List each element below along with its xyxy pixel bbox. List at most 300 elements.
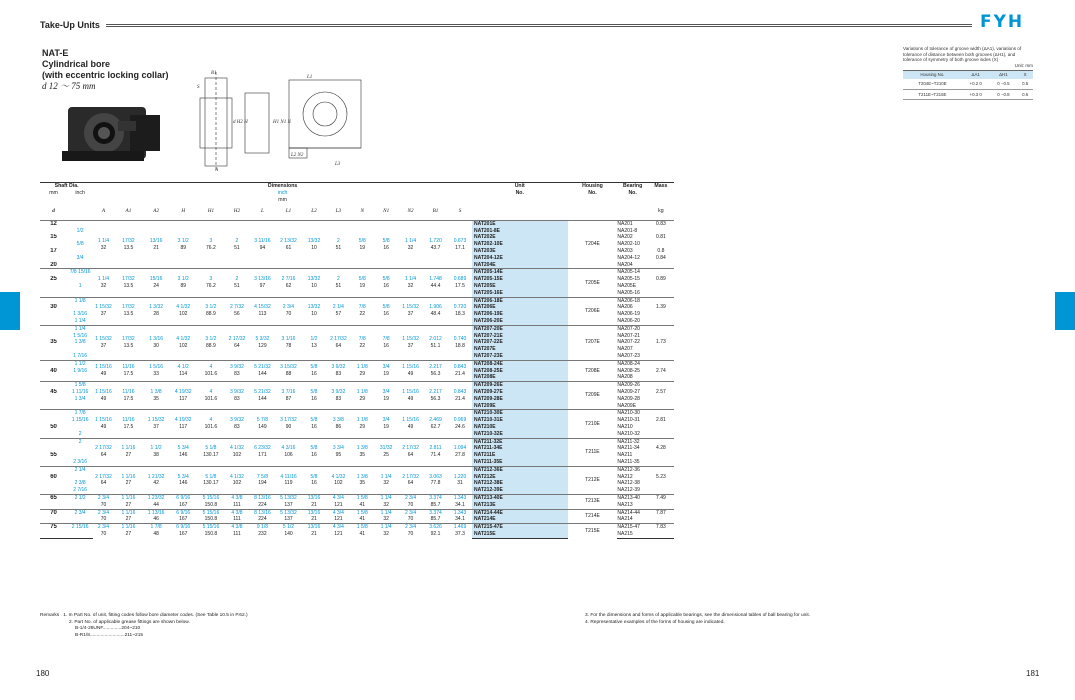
dim-mm: 101.6 bbox=[204, 424, 218, 430]
shaft-inch: 2 1/4 bbox=[67, 466, 93, 473]
dim-mm: 144 bbox=[258, 395, 267, 402]
mass-kg bbox=[648, 228, 674, 235]
dim-cell bbox=[448, 410, 472, 438]
dim-inch: 5/8 bbox=[358, 276, 366, 283]
dim-mm: 119 bbox=[284, 480, 293, 487]
dim-cell bbox=[423, 360, 448, 381]
unit-no: NAT202E bbox=[472, 234, 568, 241]
dim-inch: 11/16 bbox=[122, 364, 135, 371]
shaft-mm bbox=[40, 255, 67, 262]
dim-inch: 5/8 bbox=[358, 237, 366, 244]
dim-inch: 3/4 bbox=[382, 389, 390, 396]
sym-a2: A2 bbox=[153, 208, 159, 215]
dim-inch: 1 1/4 bbox=[380, 473, 392, 480]
dim-mm: 32 bbox=[100, 283, 107, 290]
shaft-inch bbox=[67, 445, 93, 452]
dim-inch: 3 1/2 bbox=[205, 304, 217, 311]
dim-inch: 1 3/8 bbox=[356, 473, 368, 480]
dim-inch: 1.748 bbox=[429, 276, 442, 283]
dim-cell bbox=[143, 220, 169, 269]
dim-inch: 1 23/32 bbox=[147, 494, 165, 501]
dim-inch: 6 9/16 bbox=[176, 509, 191, 516]
dim-cell bbox=[398, 382, 423, 410]
dim-cell bbox=[143, 494, 169, 509]
mass-kg: 1.73 bbox=[656, 339, 666, 346]
dim-cell bbox=[398, 325, 423, 360]
tol-cell: 0 −0.5 bbox=[990, 79, 1018, 89]
shaft-mm bbox=[40, 318, 67, 325]
dim-cell bbox=[275, 524, 301, 539]
bearing-no: NA210-30 bbox=[617, 410, 647, 417]
mass-kg bbox=[648, 396, 674, 403]
remark-4: 4. Representative examples of the forms of housing are indicated. bbox=[585, 619, 725, 625]
bearing-no: NA212 bbox=[617, 473, 633, 480]
dim-cell bbox=[249, 382, 275, 410]
mass-kg bbox=[648, 487, 674, 494]
shaft-inch: 1 1/4 bbox=[67, 325, 93, 332]
dim-mm: 114 bbox=[179, 371, 188, 378]
dim-mm: 32 bbox=[407, 244, 414, 251]
housing-no: T213E bbox=[568, 494, 618, 509]
dim-inch: 1.906 bbox=[429, 304, 442, 311]
dim-cell bbox=[448, 509, 472, 524]
dim-inch: 1 15/32 bbox=[402, 336, 419, 343]
unit-no: NAT211-32E bbox=[472, 438, 568, 445]
sym-h2: H2 bbox=[233, 208, 241, 215]
dim-inch: 2 bbox=[337, 237, 340, 244]
dim-cell bbox=[197, 466, 224, 494]
dim-cell bbox=[398, 220, 423, 269]
head-dim-inch: inch bbox=[277, 189, 288, 196]
mass-kg bbox=[648, 531, 674, 538]
dim-cell bbox=[423, 494, 448, 509]
dim-inch: 2 3/4 bbox=[405, 509, 417, 516]
table-row bbox=[40, 466, 674, 473]
shaft-inch: 1 3/16 bbox=[73, 311, 88, 318]
dim-inch: 17/32 bbox=[122, 237, 135, 244]
dim-inch: 1 3/8 bbox=[356, 445, 368, 452]
dim-mm: 51 bbox=[335, 244, 342, 251]
remarks-label: Remarks bbox=[40, 613, 60, 618]
dim-cell bbox=[302, 524, 327, 539]
dim-inch: 2 3/4 bbox=[97, 494, 110, 501]
remark-2b: B-R1/8..........................211~215 bbox=[75, 632, 144, 638]
dim-inch: 4 19/32 bbox=[174, 417, 192, 424]
bearing-no: NA213-40 bbox=[617, 494, 647, 501]
dim-cell bbox=[302, 466, 327, 494]
dim-inch: 8 13/16 bbox=[254, 494, 271, 501]
dim-mm: 101.6 bbox=[204, 395, 218, 402]
dim-mm: 49 bbox=[407, 424, 414, 430]
shaft-mm: 70 bbox=[40, 509, 67, 516]
dim-mm: 83 bbox=[234, 424, 240, 430]
dim-mm: 102 bbox=[179, 342, 188, 349]
mass-kg: 0.83 bbox=[648, 220, 674, 227]
dim-mm: 25 bbox=[383, 452, 389, 459]
mass-kg bbox=[648, 502, 674, 509]
page-number-right: 181 bbox=[1026, 669, 1040, 678]
dim-inch: 4 3/8 bbox=[231, 509, 243, 516]
dim-inch: 15/16 bbox=[149, 276, 163, 283]
dim-mm: 34.1 bbox=[455, 501, 465, 508]
dim-cell bbox=[93, 410, 114, 438]
shaft-mm: 50 bbox=[50, 424, 57, 430]
dim-cell bbox=[143, 509, 169, 524]
shaft-mm bbox=[40, 325, 67, 332]
mass-kg: 0.8 bbox=[657, 248, 665, 255]
product-code: NAT-E bbox=[42, 48, 69, 58]
shaft-mm bbox=[40, 374, 67, 381]
dim-mm: 137 bbox=[284, 516, 293, 523]
shaft-mm bbox=[40, 431, 67, 438]
dim-cell bbox=[448, 524, 472, 539]
housing-no: T211E bbox=[568, 438, 618, 466]
dim-mm: 27 bbox=[125, 531, 132, 538]
tolerance-unit: Unit: mm bbox=[1014, 62, 1033, 68]
dim-mm: 37 bbox=[100, 311, 107, 318]
dim-inch: 2.469 bbox=[429, 417, 442, 424]
dim-mm: 32 bbox=[383, 531, 389, 538]
dim-mm: 10 bbox=[311, 311, 317, 318]
dim-inch: 6 9/16 bbox=[176, 524, 191, 531]
unit-no: NAT213-40E bbox=[472, 494, 568, 501]
dim-cell bbox=[326, 494, 350, 509]
bearing-no: NA212-36 bbox=[617, 466, 647, 473]
bearing-no: NA207-23 bbox=[617, 353, 640, 360]
table-row bbox=[40, 438, 674, 445]
bearing-no: NA207 bbox=[617, 346, 633, 353]
dim-inch: 17/32 bbox=[122, 276, 135, 283]
dim-mm: 22 bbox=[359, 342, 366, 349]
page-tab-right bbox=[1055, 292, 1075, 330]
dim-inch: 4 bbox=[209, 364, 213, 371]
unit-no: NAT206-19E bbox=[472, 311, 568, 318]
dim-mm: 77.8 bbox=[430, 480, 441, 487]
bearing-no: NA211 bbox=[617, 452, 633, 459]
housing-no: T204E bbox=[568, 220, 618, 269]
table-row bbox=[40, 220, 674, 227]
dim-mm: 111 bbox=[233, 516, 241, 523]
mass-kg bbox=[648, 466, 674, 473]
bearing-no: NA209-27 bbox=[617, 389, 640, 396]
dim-inch: 1 1/16 bbox=[121, 473, 136, 480]
dim-cell bbox=[326, 524, 350, 539]
shaft-mm bbox=[40, 480, 67, 487]
unit-no: NAT205E bbox=[472, 283, 568, 290]
dim-cell bbox=[143, 297, 169, 325]
dim-inch: 4 1/2 bbox=[177, 364, 189, 371]
dim-mm: 33 bbox=[153, 371, 159, 378]
sym-l: L bbox=[261, 208, 264, 215]
tol-header: Housing No. bbox=[903, 71, 962, 79]
dim-mm: 167 bbox=[179, 501, 188, 508]
dim-mm: 71.4 bbox=[430, 452, 441, 459]
svg-text:H1 N1 N: H1 N1 N bbox=[273, 120, 291, 125]
dim-inch: 1 1/16 bbox=[121, 445, 136, 452]
unit-no: NAT205-15E bbox=[472, 276, 568, 283]
dim-mm: 41 bbox=[359, 516, 366, 523]
unit-no: NAT211-34E bbox=[472, 445, 568, 452]
dim-cell bbox=[302, 410, 327, 438]
remark-2a: B-1/4-28UNF..............204~210 bbox=[75, 626, 141, 631]
shaft-inch: 2 bbox=[67, 438, 93, 445]
dim-mm: 46 bbox=[153, 516, 159, 523]
tol-cell: 0 −0.8 bbox=[990, 89, 1018, 100]
dim-cell bbox=[93, 509, 114, 524]
dim-cell bbox=[374, 509, 398, 524]
unit-no: NAT213E bbox=[472, 502, 568, 509]
dim-mm: 88.9 bbox=[206, 311, 216, 318]
head-kg: kg bbox=[658, 208, 664, 215]
dim-cell bbox=[224, 509, 249, 524]
dim-cell bbox=[398, 360, 423, 381]
dim-inch: 3 9/32 bbox=[229, 389, 244, 396]
bearing-no: NA205-14 bbox=[617, 269, 647, 276]
dim-mm: 150.8 bbox=[204, 501, 218, 508]
dim-cell bbox=[93, 438, 114, 466]
dim-inch: 2.012 bbox=[429, 336, 442, 343]
dim-inch: 5 1/8 bbox=[205, 445, 217, 452]
dim-inch: 4 1/32 bbox=[176, 336, 191, 343]
unit-no: NAT209-26E bbox=[472, 382, 568, 389]
dim-mm: 117 bbox=[179, 395, 188, 402]
dim-mm: 17.5 bbox=[123, 395, 134, 402]
dim-inch: 3 9/32 bbox=[331, 389, 346, 396]
bearing-no: NA203 bbox=[617, 248, 633, 255]
dim-inch: 5 15/16 bbox=[202, 494, 220, 501]
mass-kg bbox=[648, 325, 674, 332]
housing-no: T210E bbox=[568, 410, 618, 438]
dim-inch: 0.689 bbox=[453, 276, 467, 283]
dim-cell bbox=[350, 410, 374, 438]
unit-no: NAT204-12E bbox=[472, 255, 568, 262]
bearing-no: NA208-24 bbox=[617, 360, 647, 367]
shaft-inch: 1 9/16 bbox=[73, 367, 88, 374]
dim-mm: 32 bbox=[383, 501, 389, 508]
sym-l3: L3 bbox=[335, 208, 342, 215]
bearing-no: NA213 bbox=[617, 501, 633, 508]
dim-inch: 4 3/4 bbox=[332, 509, 344, 516]
dim-inch: 4 3/4 bbox=[332, 494, 344, 501]
dim-inch: 2 17/32 bbox=[95, 445, 112, 452]
dim-cell bbox=[224, 438, 249, 466]
dim-cell bbox=[169, 269, 197, 297]
tolerance-text: Variations of tolerance of groove width (ΔA1), variations of tolerance of distance between both grooves (ΔH1), and tolerance of symmetry of both groove sides (X) bbox=[903, 46, 1022, 63]
dim-mm: 150.8 bbox=[204, 516, 218, 523]
dim-inch: 1.343 bbox=[453, 509, 467, 516]
dim-cell bbox=[423, 524, 448, 539]
dim-mm: 113 bbox=[258, 311, 267, 318]
dim-cell bbox=[143, 524, 169, 539]
dim-inch: 4 3/8 bbox=[231, 524, 243, 531]
dim-cell bbox=[374, 494, 398, 509]
dim-mm: 146 bbox=[179, 480, 188, 487]
product-line1: Cylindrical bore bbox=[42, 59, 111, 69]
shaft-inch: 1 11/16 bbox=[71, 389, 89, 396]
shaft-mm bbox=[40, 360, 67, 367]
dim-cell bbox=[275, 220, 301, 269]
unit-no: NAT207-21E bbox=[472, 333, 568, 340]
dim-cell bbox=[326, 438, 350, 466]
shaft-inch: 1 15/16 bbox=[71, 417, 89, 424]
dim-inch: 3 15/32 bbox=[280, 364, 297, 371]
tol-header: ΔA1 bbox=[962, 71, 990, 79]
shaft-inch bbox=[67, 452, 93, 459]
dim-cell bbox=[249, 360, 275, 381]
bearing-no: NA208 bbox=[617, 374, 633, 381]
shaft-mm bbox=[40, 487, 67, 494]
unit-no: NAT206-20E bbox=[472, 318, 568, 325]
dim-cell bbox=[197, 382, 224, 410]
dim-inch: 2 17/32 bbox=[228, 336, 246, 343]
mass-kg: 4.28 bbox=[656, 445, 666, 452]
dim-cell bbox=[326, 220, 350, 269]
head-inch: inch bbox=[75, 189, 85, 196]
dim-cell bbox=[275, 509, 301, 524]
dim-mm: 70 bbox=[100, 516, 107, 523]
shaft-mm bbox=[40, 531, 67, 538]
dim-mm: 16 bbox=[383, 311, 389, 318]
dim-mm: 19 bbox=[359, 244, 366, 251]
dim-inch: 1 1/16 bbox=[121, 524, 136, 531]
dim-cell bbox=[114, 438, 143, 466]
dim-inch: 2.811 bbox=[429, 445, 442, 452]
mass-kg: 1.39 bbox=[656, 304, 666, 311]
shaft-mm: 35 bbox=[50, 339, 57, 346]
dim-inch: 5 7/8 bbox=[256, 417, 268, 424]
dim-cell bbox=[249, 220, 275, 269]
dim-mm: 137 bbox=[284, 501, 293, 508]
dim-inch: 1 1/4 bbox=[380, 494, 392, 501]
dim-inch: 13/16 bbox=[307, 509, 321, 516]
dim-cell bbox=[169, 509, 197, 524]
dim-inch: 1 15/16 bbox=[402, 417, 419, 424]
shaft-mm bbox=[40, 396, 67, 403]
dim-inch: 13/16 bbox=[307, 524, 321, 531]
dimension-table bbox=[40, 182, 674, 539]
product-line2: (with eccentric locking collar) bbox=[42, 70, 169, 80]
dim-mm: 29 bbox=[359, 371, 366, 378]
dim-mm: 83 bbox=[335, 395, 342, 402]
dim-mm: 38 bbox=[153, 452, 159, 459]
shaft-mm: 25 bbox=[50, 276, 57, 283]
dim-mm: 111 bbox=[233, 531, 241, 538]
dim-mm: 167 bbox=[179, 516, 188, 523]
dim-mm: 16 bbox=[383, 342, 389, 349]
dim-cell bbox=[93, 360, 114, 381]
section-title: Take-Up Units bbox=[40, 20, 100, 30]
unit-no: NAT209E bbox=[472, 403, 568, 410]
housing-no: T215E bbox=[568, 524, 618, 539]
dim-inch: 1 1/4 bbox=[97, 276, 110, 283]
shaft-inch: 1 7/16 bbox=[73, 353, 88, 360]
remark-2: 2. Part No. of applicable grease fittings are shown below. bbox=[69, 619, 190, 625]
dim-inch: 4 11/16 bbox=[280, 473, 297, 480]
dim-cell bbox=[374, 410, 398, 438]
dim-mm: 70 bbox=[407, 531, 414, 538]
dim-inch: 0.843 bbox=[453, 364, 467, 371]
mass-kg bbox=[648, 283, 674, 290]
mass-kg bbox=[648, 382, 674, 389]
dim-cell bbox=[114, 220, 143, 269]
dim-cell bbox=[197, 494, 224, 509]
dimension-drawing bbox=[185, 68, 375, 173]
shaft-inch: 1/2 bbox=[76, 227, 84, 234]
dim-cell bbox=[143, 360, 169, 381]
dim-cell bbox=[302, 382, 327, 410]
bearing-no: NA205E bbox=[617, 283, 637, 290]
shaft-mm bbox=[40, 297, 67, 304]
housing-no: T206E bbox=[568, 297, 618, 325]
tol-header: ΔH1 bbox=[990, 71, 1018, 79]
dim-inch: 5 3/4 bbox=[177, 445, 189, 452]
shaft-inch: 2 3/16 bbox=[73, 458, 88, 465]
dim-inch: 3 3/4 bbox=[332, 445, 344, 452]
shaft-inch bbox=[67, 276, 93, 283]
unit-no: NAT210-30E bbox=[472, 410, 568, 417]
dim-inch: 4 1/32 bbox=[331, 473, 346, 480]
dim-mm: 27 bbox=[125, 480, 132, 487]
sym-a: A bbox=[101, 208, 106, 215]
dim-mm: 32 bbox=[383, 480, 389, 487]
shaft-inch: 1 1/2 bbox=[67, 360, 93, 367]
dim-mm: 111 bbox=[233, 501, 241, 508]
dim-inch: 5 21/32 bbox=[254, 389, 271, 396]
shaft-mm: 15 bbox=[50, 234, 57, 241]
shaft-inch: 7/8 15/16 bbox=[67, 269, 93, 276]
shaft-mm: 75 bbox=[40, 524, 67, 531]
unit-no: NAT208-25E bbox=[472, 368, 568, 375]
dim-cell bbox=[249, 466, 275, 494]
shaft-mm bbox=[40, 311, 67, 318]
dim-cell bbox=[197, 509, 224, 524]
dim-cell bbox=[249, 509, 275, 524]
dim-mm: 22 bbox=[359, 311, 366, 318]
dim-inch: 5/8 bbox=[310, 364, 318, 371]
dim-inch: 13/32 bbox=[307, 276, 321, 283]
dim-cell bbox=[374, 438, 398, 466]
mass-kg bbox=[648, 424, 674, 431]
dim-inch: 2.217 bbox=[429, 389, 442, 396]
dim-mm: 121 bbox=[334, 531, 343, 538]
dim-inch: 1 1/16 bbox=[121, 494, 136, 501]
dim-mm: 35 bbox=[359, 480, 366, 487]
dim-mm: 106 bbox=[284, 452, 293, 459]
dim-mm: 16 bbox=[311, 480, 317, 487]
dim-cell bbox=[275, 382, 301, 410]
housing-no: T208E bbox=[568, 360, 618, 381]
shaft-inch: 5/8 bbox=[76, 241, 84, 248]
mass-kg bbox=[648, 516, 674, 523]
unit-no: NAT212-38E bbox=[472, 480, 568, 487]
dim-inch: 17/32 bbox=[122, 304, 135, 311]
bearing-no: NA204 bbox=[617, 261, 633, 268]
unit-no: NAT201-8E bbox=[472, 228, 568, 235]
dim-mm: 64 bbox=[407, 480, 414, 487]
sym-l1: L1 bbox=[285, 208, 292, 215]
shaft-mm: 20 bbox=[50, 261, 57, 268]
dim-mm: 48 bbox=[153, 531, 159, 538]
mass-kg: 7.83 bbox=[648, 524, 674, 531]
unit-no: NAT207-22E bbox=[472, 339, 568, 346]
dim-mm: 32 bbox=[100, 244, 107, 251]
dim-cell bbox=[249, 297, 275, 325]
bearing-no: NA215-47 bbox=[617, 524, 647, 531]
mass-kg: 2.74 bbox=[656, 367, 666, 374]
dim-inch: 2 3/4 bbox=[97, 509, 110, 516]
dim-cell bbox=[114, 382, 143, 410]
housing-no: T209E bbox=[568, 382, 618, 410]
